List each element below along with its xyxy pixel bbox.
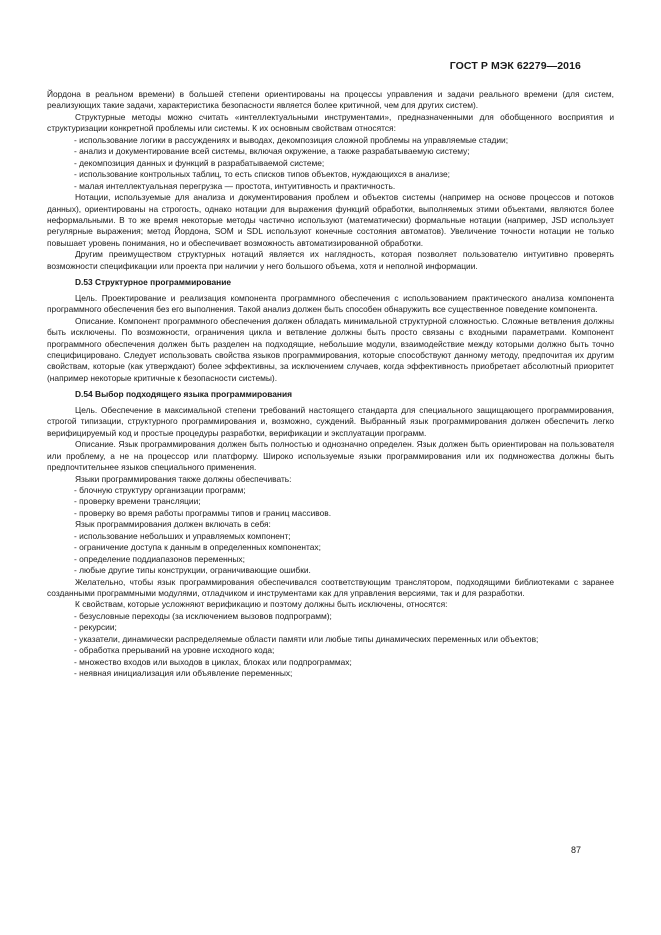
paragraph: Язык программирования должен включать в себя:	[75, 519, 271, 530]
list-item: - малая интеллектуальная перегрузка — простота, интуитивность и практичность.	[47, 181, 614, 192]
paragraph: Желательно, чтобы язык программирования обеспечивался соответствующим транслятором, подходящими библиотеками с заранее созданными программными модулями, отладчиком и инструментами как для управления версиями, так и для разработки.	[47, 576, 614, 599]
section-heading: D.54 Выбор подходящего языка программирования	[75, 389, 293, 400]
page-number: 87	[570, 845, 581, 855]
document-code: ГОСТ Р МЭК 62279—2016	[449, 60, 581, 72]
paragraph: Другим преимуществом структурных нотаций является их наглядность, которая позволяет пользователю интуитивно проверять возможности спецификации или проекта при наличии у него большого объема, хотя и неполной информации.	[47, 249, 614, 271]
paragraph: Структурные методы можно считать «интеллектуальными инструментами», предназначенными для обобщенного восприятия и структуризации конкретной проблемы или системы. К их основным свойствам относятся:	[47, 111, 614, 134]
document-body	[47, 89, 614, 680]
list-item: - обработка прерываний на уровне исходного кода;	[47, 645, 614, 656]
paragraph: Цель. Обеспечение в максимальной степени требований настоящего стандарта для специального защищающего программирования, строгой типизации, структурного программирования и, возможно, суждений. Выбранный язык программирования должен обеспечить легко верифицируемый код и простые процедуры разработки, верификации и эксплуатации программ.	[47, 404, 614, 438]
paragraph: Описание. Язык программирования должен быть полностью и однозначно определен. Язык должен быть ориентирован на пользователя или проблему, а не на процессор или платформу. Широко используемые языки программирования или их подмножества должны быть предпочтительнее языков специального применения.	[47, 439, 614, 473]
paragraph: Языки программирования также должны обеспечивать:	[75, 473, 292, 484]
list-item: - блочную структуру организации программ;	[47, 485, 614, 496]
paragraph: Йордона в реальном времени) в большей степени ориентированы на процессы управления и задачи реального времени (для систем, реализующих такие задачи, характеристика безопасности является более критичной, чем для других систем).	[47, 89, 614, 111]
list-item: - использование логики в рассуждениях и выводах, декомпозиция сложной проблемы на управляемые стадии;	[47, 135, 614, 146]
list-item: - безусловные переходы (за исключением вызовов подпрограмм);	[47, 611, 614, 622]
paragraph: Описание. Компонент программного обеспечения должен обладать минимальной структурной сложностью. Сложные ветвления должны быть исключены. По возможности, ограничения цикла и ветвление должны быть просто связаны с входными параметрами. Компонент программного обеспечения должен быть разделен на подходящие, небольшие модули, взаимодействие между которыми должно быть точно специфицировано. Следует использовать свойства языков программирования, которые способствуют данному методу, предпочитая их другим свойствам, которые (как утверждают) более эффективны, за исключением случаев, когда эффективность приобретает абсолютный приоритет (например некоторые критичные к безопасности системы).	[47, 315, 614, 383]
list-item: - использование контрольных таблиц, то есть списков типов объектов, нуждающихся в анализе;	[47, 169, 614, 180]
list-item: - ограничение доступа к данным в определенных компонентах;	[47, 542, 614, 553]
list-item: - использование небольших и управляемых компонент;	[47, 531, 614, 542]
list-item: - любые другие типы конструкции, ограничивающие ошибки.	[47, 565, 614, 576]
section-heading: D.53 Структурное программирование	[75, 277, 232, 288]
list-item: - рекурсии;	[47, 622, 614, 633]
list-item: - неявная инициализация или объявление переменных;	[47, 668, 614, 679]
list-item: - множество входов или выходов в циклах, блоках или подпрограммах;	[47, 657, 614, 668]
list-item: - проверку во время работы программы типов и границ массивов.	[47, 508, 614, 519]
list-item: - указатели, динамически распределяемые области памяти или любые типы динамических переменных или объектов;	[47, 634, 614, 645]
list-item: - декомпозиция данных и функций в разрабатываемой системе;	[47, 158, 614, 169]
paragraph: Цель. Проектирование и реализация компонента программного обеспечения с использованием практического анализа компонента программного обеспечения без его выполнения. Такой анализ должен быть способен обнаружить все существенное поведение компонента.	[47, 292, 614, 315]
list-item: - определение поддиапазонов переменных;	[47, 554, 614, 565]
paragraph: К свойствам, которые усложняют верификацию и поэтому должны быть исключены, относятся:	[75, 599, 448, 610]
list-item: - анализ и документирование всей системы, включая окружение, а также разрабатываемую систему;	[47, 146, 614, 157]
list-item: - проверку времени трансляции;	[47, 496, 614, 507]
paragraph: Нотации, используемые для анализа и документирования проблем и объектов системы (например на основе процессов и потоков данных), ориентированы на строгость, однако нотации для выражения функций обработки, выполняемых этими объектами, являются более неформальными. В то же время некоторые методы частично используют (математически) формальные нотации (например, JSD использует регулярные выражения; метод Йордона, SOM и SDL используют конечные состояния автоматов). Увеличение точности нотации не только повышает уровень понимания, но и обеспечивает возможность автоматизированной обработки.	[47, 192, 614, 248]
